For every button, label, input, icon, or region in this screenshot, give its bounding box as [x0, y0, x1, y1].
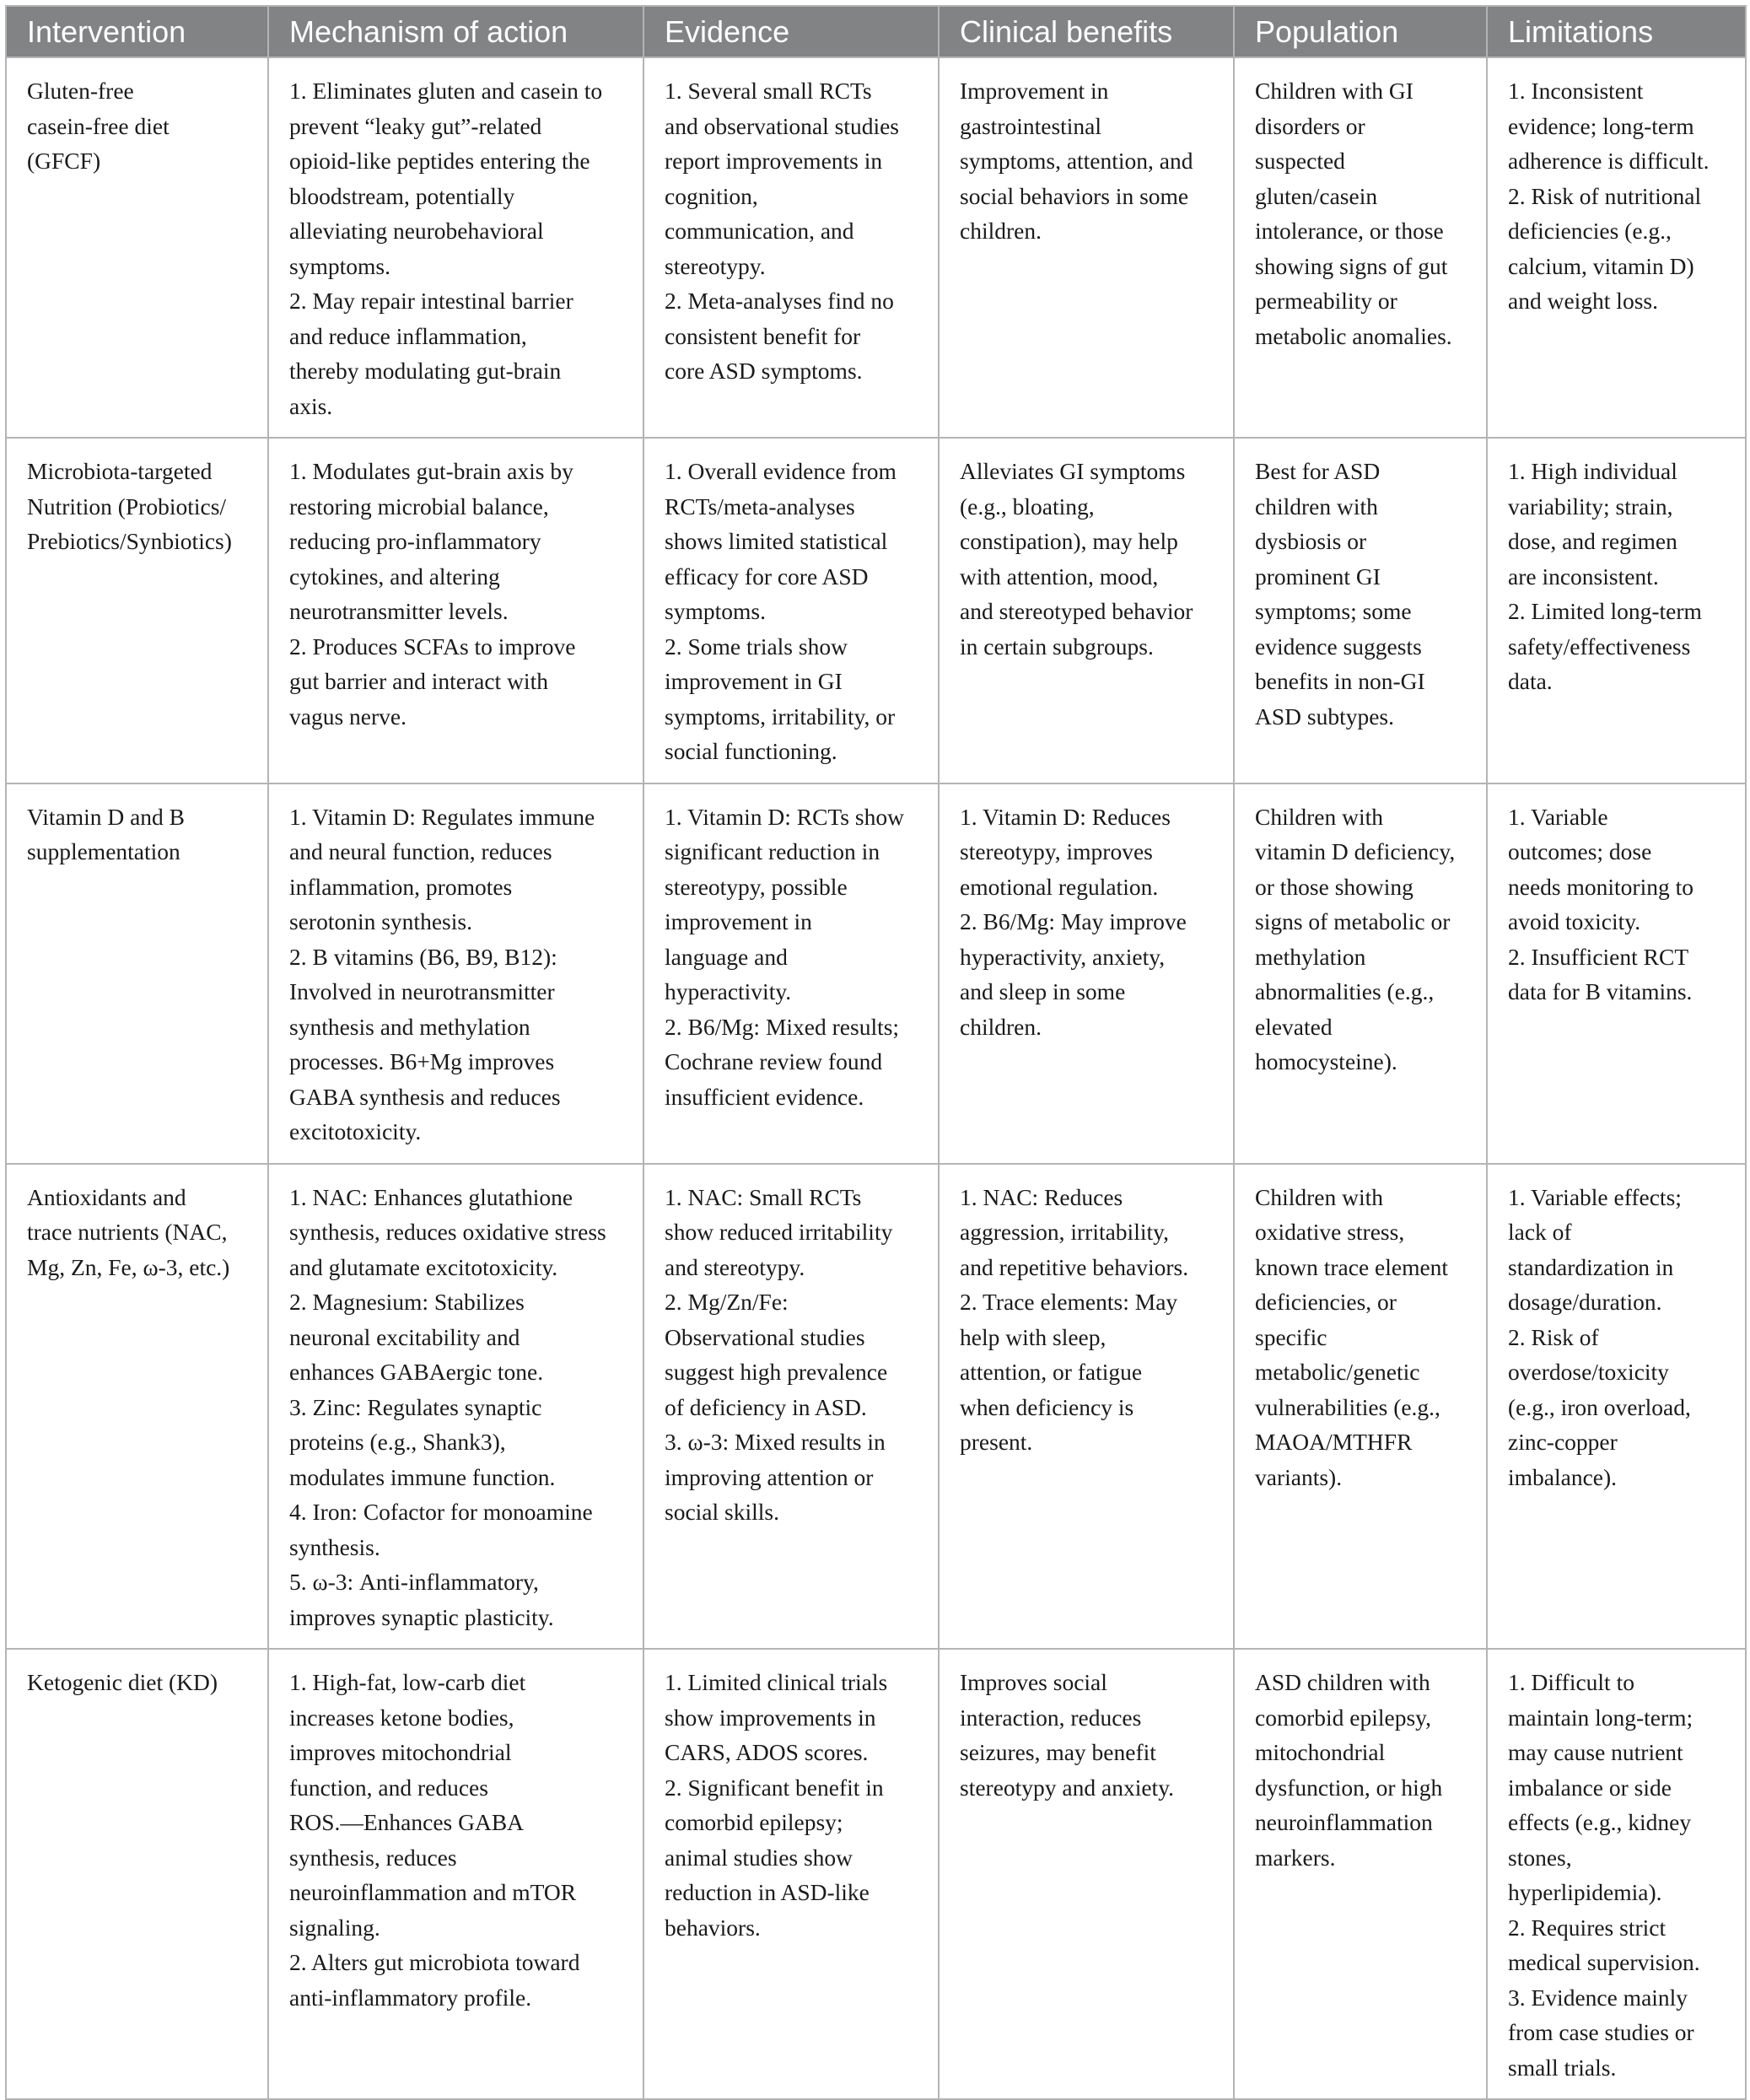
cell-text-line: modulates immune function.: [289, 1463, 556, 1490]
cell-text-line: 1. NAC: Reduces: [960, 1183, 1123, 1210]
cell-text-line: communication, and: [665, 218, 854, 244]
cell-text-line: Improvement in: [960, 78, 1109, 104]
cell-text-line: and neural function, reduces: [289, 838, 552, 864]
cell-text-line: metabolic/genetic: [1255, 1359, 1420, 1385]
cell-text-line: and repetitive behaviors.: [960, 1253, 1189, 1280]
cell-text-line: (e.g., bloating,: [960, 493, 1095, 520]
cell-evidence: [643, 1649, 939, 2099]
cell-text-line: stones,: [1508, 1844, 1572, 1871]
cell-text-line: Nutrition (Probiotics/: [27, 493, 227, 520]
cell-text-line: function, and reduces: [289, 1774, 488, 1801]
cell-mechanism: [268, 1164, 643, 1650]
cell-text-line: Children with: [1255, 1183, 1384, 1210]
cell-text-line: Gluten-free: [27, 78, 134, 104]
cell-text-line: processes. B6+Mg improves: [289, 1048, 555, 1074]
cell-text-line: stereotypy, possible: [665, 873, 848, 900]
cell-text-line: symptoms, irritability, or: [665, 703, 896, 730]
cell-text-line: 1. NAC: Small RCTs: [665, 1183, 862, 1210]
cell-text-line: 2. Limited long-term: [1508, 598, 1702, 624]
cell-limitations: [1487, 57, 1746, 438]
cell-text-line: ASD children with: [1255, 1669, 1430, 1695]
table-row: [6, 1649, 1746, 2099]
cell-text-line: calcium, vitamin D): [1508, 252, 1694, 279]
cell-text-line: improves mitochondrial: [289, 1739, 512, 1765]
cell-text-line: Antioxidants and: [27, 1183, 186, 1210]
cell-text-line: animal studies show: [665, 1844, 853, 1871]
cell-clinical-benefits: [939, 438, 1234, 783]
cell-text-line: show reduced irritability: [665, 1219, 893, 1245]
cell-text-line: 1. High-fat, low-carb diet: [289, 1669, 526, 1695]
cell-text-line: are inconsistent.: [1508, 563, 1659, 590]
cell-text-line: synthesis, reduces: [289, 1844, 457, 1871]
cell-text-line: constipation), may help: [960, 528, 1178, 554]
cell-clinical-benefits: [939, 57, 1234, 438]
table-row: [6, 783, 1746, 1164]
cell-text-line: neuroinflammation and mTOR: [289, 1879, 577, 1905]
cell-text-line: gastrointestinal: [960, 112, 1102, 139]
cell-text-line: report improvements in: [665, 148, 883, 174]
cell-text-line: improvement in GI: [665, 668, 843, 694]
cell-text-line: social functioning.: [665, 738, 837, 764]
cell-text-line: comorbid epilepsy;: [665, 1809, 843, 1835]
cell-mechanism: [268, 1649, 643, 2099]
cell-text-line: elevated: [1255, 1013, 1333, 1040]
cell-text-line: ROS.—Enhances GABA: [289, 1809, 525, 1835]
cell-text-line: behaviors.: [665, 1914, 761, 1941]
cell-intervention: [6, 438, 268, 783]
cell-text-line: hyperlipidemia).: [1508, 1879, 1662, 1905]
cell-text-line: reduction in ASD-like: [665, 1879, 870, 1905]
cell-text-line: 2. Mg/Zn/Fe:: [665, 1289, 789, 1315]
cell-limitations: [1487, 783, 1746, 1164]
cell-clinical-benefits: [939, 783, 1234, 1164]
cell-text-line: inflammation, promotes: [289, 873, 513, 900]
cell-text-line: metabolic anomalies.: [1255, 322, 1452, 349]
cell-text-line: cognition,: [665, 182, 758, 209]
cell-intervention: [6, 1164, 268, 1650]
cell-text-line: insufficient evidence.: [665, 1083, 864, 1110]
cell-text-line: lack of: [1508, 1219, 1572, 1245]
cell-text-line: gut barrier and interact with: [289, 668, 548, 694]
cell-text-line: variants).: [1255, 1463, 1343, 1490]
cell-text-line: deficiencies, or: [1255, 1289, 1397, 1315]
cell-text-line: vitamin D deficiency,: [1255, 838, 1456, 864]
cell-text-line: ASD subtypes.: [1255, 703, 1395, 730]
cell-population: [1234, 1164, 1487, 1650]
cell-limitations: [1487, 1164, 1746, 1650]
cell-text-line: 1. Limited clinical trials: [665, 1669, 888, 1695]
cell-text-line: MAOA/MTHFR: [1255, 1429, 1413, 1455]
cell-text-line: 1. Variable: [1508, 803, 1608, 830]
table-header: [6, 6, 1746, 57]
cell-text-line: 2. Meta-analyses find no: [665, 288, 894, 314]
cell-text-line: stereotypy.: [665, 252, 766, 279]
cell-text-line: Cochrane review found: [665, 1048, 883, 1074]
cell-text-line: in certain subgroups.: [960, 633, 1154, 660]
cell-text-line: 1. Vitamin D: Reduces: [960, 803, 1171, 830]
cell-evidence: [643, 1164, 939, 1650]
cell-text-line: and observational studies: [665, 112, 899, 139]
cell-text-line: 4. Iron: Cofactor for monoamine: [289, 1499, 593, 1525]
cell-text-line: core ASD symptoms.: [665, 358, 863, 384]
cell-intervention: [6, 783, 268, 1164]
cell-population: [1234, 57, 1487, 438]
cell-text-line: symptoms; some: [1255, 598, 1412, 624]
cell-text-line: improves synaptic plasticity.: [289, 1603, 554, 1630]
cell-text-line: intolerance, or those: [1255, 218, 1444, 244]
cell-text-line: CARS, ADOS scores.: [665, 1739, 869, 1765]
cell-text-line: methylation: [1255, 943, 1366, 970]
cell-text-line: restoring microbial balance,: [289, 493, 549, 520]
cell-text-line: stereotypy and anxiety.: [960, 1774, 1175, 1801]
cell-text-line: Involved in neurotransmitter: [289, 978, 555, 1004]
cell-text-line: casein-free diet: [27, 112, 170, 139]
cell-text-line: efficacy for core ASD: [665, 563, 869, 590]
cell-limitations: [1487, 1649, 1746, 2099]
cell-text-line: 2. Risk of: [1508, 1323, 1599, 1350]
cell-text-line: GABA synthesis and reduces: [289, 1083, 561, 1110]
cell-text-line: 2. Requires strict: [1508, 1914, 1667, 1941]
cell-text-line: deficiencies (e.g.,: [1508, 218, 1672, 244]
cell-text-line: imbalance or side: [1508, 1774, 1672, 1801]
cell-text-line: synthesis.: [289, 1533, 380, 1560]
cell-text-line: prominent GI: [1255, 563, 1381, 590]
cell-text-line: enhances GABAergic tone.: [289, 1359, 544, 1385]
cell-text-line: synthesis and methylation: [289, 1013, 530, 1040]
cell-text-line: help with sleep,: [960, 1323, 1107, 1350]
cell-text-line: permeability or: [1255, 288, 1397, 314]
cell-text-line: standardization in: [1508, 1253, 1674, 1280]
cell-text-line: and weight loss.: [1508, 288, 1658, 314]
cell-text-line: reducing pro-inflammatory: [289, 528, 541, 554]
cell-text-line: opioid-like peptides entering the: [289, 148, 590, 174]
cell-text-line: suspected: [1255, 148, 1345, 174]
cell-text-line: children.: [960, 1013, 1042, 1040]
cell-text-line: adherence is difficult.: [1508, 148, 1710, 174]
cell-text-line: bloodstream, potentially: [289, 182, 515, 209]
cell-text-line: anti-inflammatory profile.: [289, 1984, 532, 2011]
cell-text-line: attention, or fatigue: [960, 1359, 1143, 1385]
cell-text-line: maintain long-term;: [1508, 1704, 1693, 1731]
cell-text-line: overdose/toxicity: [1508, 1359, 1669, 1385]
cell-text-line: and sleep in some: [960, 978, 1126, 1004]
cell-text-line: 3. Evidence mainly: [1508, 1984, 1688, 2011]
cell-text-line: markers.: [1255, 1844, 1336, 1871]
cell-mechanism: [268, 783, 643, 1164]
cell-text-line: neurotransmitter levels.: [289, 598, 509, 624]
cell-text-line: 3. Zinc: Regulates synaptic: [289, 1393, 542, 1420]
cell-evidence: [643, 57, 939, 438]
cell-clinical-benefits: [939, 1164, 1234, 1650]
cell-text-line: show improvements in: [665, 1704, 876, 1731]
column-header-limitations: Limitations: [1487, 6, 1746, 57]
cell-text-line: safety/effectiveness: [1508, 633, 1691, 660]
cell-text-line: comorbid epilepsy,: [1255, 1704, 1432, 1731]
cell-text-line: zinc-copper: [1508, 1429, 1618, 1455]
cell-text-line: or those showing: [1255, 873, 1413, 900]
cell-text-line: consistent benefit for: [665, 322, 861, 349]
cell-text-line: data for B vitamins.: [1508, 978, 1693, 1004]
cell-text-line: when deficiency is: [960, 1393, 1134, 1420]
cell-limitations: [1487, 438, 1746, 783]
cell-text-line: (GFCF): [27, 148, 101, 174]
column-header-population: Population: [1234, 6, 1487, 57]
cell-text-line: benefits in non-GI: [1255, 668, 1425, 694]
cell-text-line: abnormalities (e.g.,: [1255, 978, 1435, 1004]
cell-text-line: Observational studies: [665, 1323, 865, 1350]
cell-text-line: improving attention or: [665, 1463, 874, 1490]
column-header-intervention: Intervention: [6, 6, 268, 57]
cell-text-line: needs monitoring to: [1508, 873, 1693, 900]
cell-text-line: hyperactivity.: [665, 978, 792, 1004]
cell-text-line: 2. Some trials show: [665, 633, 848, 660]
column-header-mechanism: Mechanism of action: [268, 6, 643, 57]
cell-text-line: and stereotyped behavior: [960, 598, 1193, 624]
cell-text-line: stereotypy, improves: [960, 838, 1153, 864]
cell-text-line: disorders or: [1255, 112, 1365, 139]
cell-text-line: 2. Magnesium: Stabilizes: [289, 1289, 525, 1315]
cell-clinical-benefits: [939, 1649, 1234, 2099]
cell-text-line: data.: [1508, 668, 1553, 694]
cell-text-line: 1. Modulates gut-brain axis by: [289, 458, 573, 484]
cell-text-line: vulnerabilities (e.g.,: [1255, 1393, 1440, 1420]
cell-text-line: 1. NAC: Enhances glutathione: [289, 1183, 573, 1210]
cell-text-line: Improves social: [960, 1669, 1107, 1695]
cell-text-line: effects (e.g., kidney: [1508, 1809, 1692, 1835]
cell-text-line: trace nutrients (NAC,: [27, 1219, 228, 1245]
cell-text-line: with attention, mood,: [960, 563, 1159, 590]
cell-text-line: axis.: [289, 392, 333, 419]
cell-text-line: 2. May repair intestinal barrier: [289, 288, 573, 314]
cell-text-line: increases ketone bodies,: [289, 1704, 514, 1731]
cell-intervention: [6, 1649, 268, 2099]
cell-text-line: 1. Vitamin D: RCTs show: [665, 803, 904, 830]
cell-text-line: seizures, may benefit: [960, 1739, 1156, 1765]
cell-text-line: 1. Variable effects;: [1508, 1183, 1682, 1210]
cell-text-line: imbalance).: [1508, 1463, 1618, 1490]
cell-text-line: improvement in: [665, 908, 812, 934]
cell-text-line: dysbiosis or: [1255, 528, 1367, 554]
cell-text-line: 1. Overall evidence from: [665, 458, 897, 484]
cell-population: [1234, 783, 1487, 1164]
cell-text-line: 2. Trace elements: May: [960, 1289, 1178, 1315]
cell-text-line: Microbiota-targeted: [27, 458, 213, 484]
cell-text-line: RCTs/meta-analyses: [665, 493, 855, 520]
cell-text-line: 1. Eliminates gluten and casein to: [289, 78, 603, 104]
cell-text-line: signaling.: [289, 1914, 380, 1941]
cell-text-line: Mg, Zn, Fe, ω-3, etc.): [27, 1253, 230, 1280]
cell-text-line: and glutamate excitotoxicity.: [289, 1253, 558, 1280]
cell-text-line: serotonin synthesis.: [289, 908, 472, 934]
cell-text-line: known trace element: [1255, 1253, 1449, 1280]
cell-text-line: children with: [1255, 493, 1378, 520]
cell-population: [1234, 438, 1487, 783]
cell-text-line: evidence; long-term: [1508, 112, 1694, 139]
cell-text-line: present.: [960, 1429, 1033, 1455]
table-row: [6, 57, 1746, 438]
interventions-table: [5, 5, 1747, 2100]
cell-mechanism: [268, 438, 643, 783]
cell-text-line: may cause nutrient: [1508, 1739, 1683, 1765]
cell-text-line: Ketogenic diet (KD): [27, 1669, 218, 1695]
cell-text-line: Best for ASD: [1255, 458, 1381, 484]
cell-text-line: excitotoxicity.: [289, 1118, 422, 1144]
cell-text-line: aggression, irritability,: [960, 1219, 1169, 1245]
cell-text-line: 2. B6/Mg: Mixed results;: [665, 1013, 900, 1040]
cell-text-line: signs of metabolic or: [1255, 908, 1451, 934]
column-header-clinical-benefits: Clinical benefits: [939, 6, 1234, 57]
cell-text-line: prevent “leaky gut”-related: [289, 112, 542, 139]
cell-text-line: and stereotypy.: [665, 1253, 805, 1280]
cell-text-line: Vitamin D and B: [27, 803, 186, 830]
cell-text-line: dose, and regimen: [1508, 528, 1677, 554]
cell-text-line: showing signs of gut: [1255, 252, 1448, 279]
cell-text-line: 5. ω-3: Anti-inflammatory,: [289, 1569, 539, 1595]
cell-text-line: Alleviates GI symptoms: [960, 458, 1186, 484]
cell-text-line: vagus nerve.: [289, 703, 407, 730]
cell-text-line: dysfunction, or high: [1255, 1774, 1443, 1801]
column-header-evidence: Evidence: [643, 6, 939, 57]
cell-text-line: oxidative stress,: [1255, 1219, 1405, 1245]
cell-text-line: medical supervision.: [1508, 1949, 1700, 1975]
cell-text-line: language and: [665, 943, 788, 970]
cell-text-line: Prebiotics/Synbiotics): [27, 528, 232, 554]
table-body: [6, 57, 1746, 2099]
table-row: [6, 438, 1746, 783]
cell-text-line: 2. Risk of nutritional: [1508, 182, 1702, 209]
cell-evidence: [643, 438, 939, 783]
cell-text-line: 1. Several small RCTs: [665, 78, 872, 104]
cell-text-line: interaction, reduces: [960, 1704, 1142, 1731]
cell-text-line: hyperactivity, anxiety,: [960, 943, 1166, 970]
cell-intervention: [6, 57, 268, 438]
cell-text-line: 1. Inconsistent: [1508, 78, 1644, 104]
cell-text-line: 2. B vitamins (B6, B9, B12):: [289, 943, 557, 970]
cell-text-line: children.: [960, 218, 1042, 244]
cell-text-line: avoid toxicity.: [1508, 908, 1641, 934]
cell-text-line: 2. B6/Mg: May improve: [960, 908, 1187, 934]
cell-text-line: 2. Significant benefit in: [665, 1774, 884, 1801]
cell-text-line: neuronal excitability and: [289, 1323, 520, 1350]
cell-text-line: alleviating neurobehavioral: [289, 218, 544, 244]
cell-text-line: 2. Insufficient RCT: [1508, 943, 1689, 970]
cell-text-line: outcomes; dose: [1508, 838, 1652, 864]
cell-text-line: 1. Difficult to: [1508, 1669, 1634, 1695]
cell-text-line: symptoms, attention, and: [960, 148, 1193, 174]
cell-population: [1234, 1649, 1487, 2099]
cell-text-line: 2. Produces SCFAs to improve: [289, 633, 576, 660]
cell-text-line: symptoms.: [289, 252, 390, 279]
cell-text-line: social behaviors in some: [960, 182, 1189, 209]
cell-text-line: 2. Alters gut microbiota toward: [289, 1949, 580, 1975]
cell-text-line: evidence suggests: [1255, 633, 1422, 660]
cell-text-line: dosage/duration.: [1508, 1289, 1662, 1315]
cell-text-line: synthesis, reduces oxidative stress: [289, 1219, 606, 1245]
cell-text-line: homocysteine).: [1255, 1048, 1397, 1074]
cell-text-line: proteins (e.g., Shank3),: [289, 1429, 506, 1455]
cell-text-line: (e.g., iron overload,: [1508, 1393, 1691, 1420]
cell-text-line: supplementation: [27, 838, 180, 864]
cell-text-line: variability; strain,: [1508, 493, 1673, 520]
cell-text-line: emotional regulation.: [960, 873, 1159, 900]
cell-text-line: social skills.: [665, 1499, 779, 1525]
cell-text-line: from case studies or: [1508, 2019, 1694, 2045]
cell-text-line: neuroinflammation: [1255, 1809, 1433, 1835]
cell-text-line: small trials.: [1508, 2054, 1617, 2081]
cell-text-line: cytokines, and altering: [289, 563, 500, 590]
cell-text-line: gluten/casein: [1255, 182, 1378, 209]
header-row: [6, 6, 1746, 57]
cell-text-line: 1. High individual: [1508, 458, 1677, 484]
cell-mechanism: [268, 57, 643, 438]
cell-text-line: 3. ω-3: Mixed results in: [665, 1429, 886, 1455]
cell-text-line: suggest high prevalence: [665, 1359, 888, 1385]
cell-text-line: Children with: [1255, 803, 1384, 830]
cell-text-line: and reduce inflammation,: [289, 322, 527, 349]
cell-text-line: symptoms.: [665, 598, 766, 624]
cell-text-line: of deficiency in ASD.: [665, 1393, 867, 1420]
cell-text-line: significant reduction in: [665, 838, 880, 864]
table-row: [6, 1164, 1746, 1650]
cell-text-line: specific: [1255, 1323, 1327, 1350]
cell-text-line: 1. Vitamin D: Regulates immune: [289, 803, 595, 830]
cell-text-line: thereby modulating gut-brain: [289, 358, 562, 384]
cell-text-line: mitochondrial: [1255, 1739, 1386, 1765]
cell-text-line: shows limited statistical: [665, 528, 888, 554]
cell-text-line: Children with GI: [1255, 78, 1413, 104]
cell-evidence: [643, 783, 939, 1164]
